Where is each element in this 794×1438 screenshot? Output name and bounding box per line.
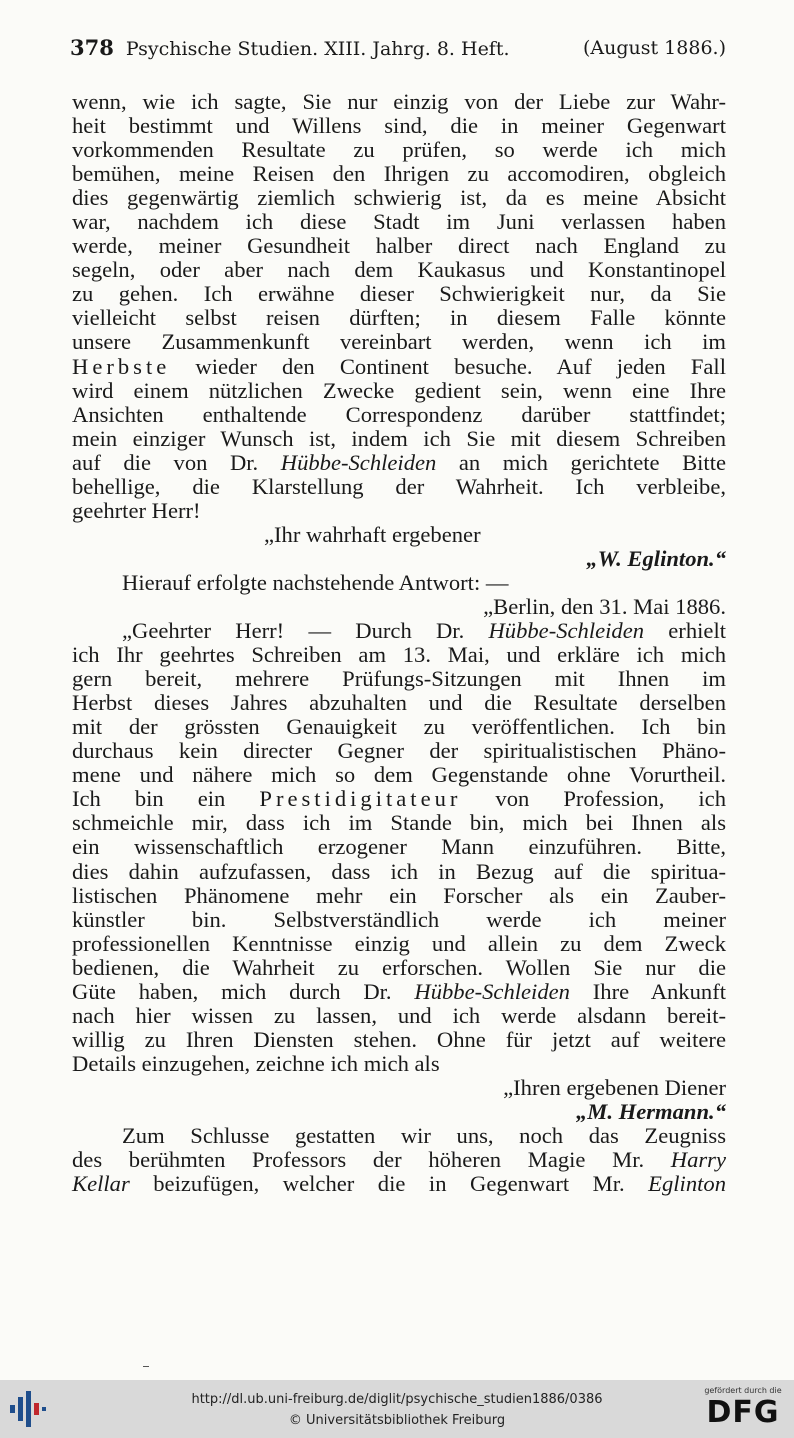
- text-segment: „W. Eglinton.“: [586, 545, 726, 571]
- text-segment: heit bestimmt und Willens sind, die in meiner Gegenwart: [72, 113, 726, 139]
- source-url-link[interactable]: http://dl.ub.uni-freiburg.de/diglit/psychische_studien1886/0386: [191, 1392, 603, 1407]
- text-line: [72, 523, 726, 547]
- text-line: [72, 547, 726, 571]
- text-line: [72, 475, 726, 499]
- text-line: [72, 884, 726, 908]
- text-line: [72, 451, 726, 475]
- text-line: [72, 787, 726, 811]
- copyright-notice: © Universitätsbibliothek Freiburg: [288, 1413, 506, 1428]
- text-line: [72, 90, 726, 114]
- journal-title: Psychische Studien. XIII. Jahrg. 8. Heft.: [125, 38, 510, 60]
- text-line: [72, 1028, 726, 1052]
- text-line: [72, 330, 726, 354]
- footer-bar: [0, 1380, 794, 1438]
- text-segment: Zum Schlusse gestatten wir uns, noch das Zeugniss: [122, 1123, 726, 1149]
- text-segment: werde, meiner Gesundheit halber direct nach England zu: [72, 233, 726, 259]
- text-segment: Details einzugehen, zeichne ich mich als: [72, 1050, 440, 1076]
- text-line: [72, 1052, 726, 1076]
- text-line: [72, 138, 726, 162]
- text-segment: wird einem nützlichen Zwecke gedient sein, wenn eine Ihre: [72, 377, 726, 403]
- text-segment: „Geehrter Herr! — Durch Dr.: [122, 618, 489, 644]
- text-line: [72, 114, 726, 138]
- text-segment: Herbst dieses Jahres abzuhalten und die Resultate derselben: [72, 690, 726, 716]
- text-segment: Ich bin ein: [72, 786, 260, 812]
- text-segment: bedienen, die Wahrheit zu erforschen. Wollen Sie nur die: [72, 954, 726, 980]
- text-segment: Ihre Ankunft: [569, 978, 726, 1004]
- text-segment: Harry: [670, 1147, 726, 1173]
- text-segment: Prestidigitateur: [259, 786, 462, 812]
- text-line: [72, 1076, 726, 1100]
- dfg-logo: [700, 1386, 786, 1434]
- text-segment: gern bereit, mehrere Prüfungs-Sitzungen mit Ihnen im: [72, 666, 726, 692]
- text-segment: „Ihren ergebenen Diener: [503, 1074, 726, 1100]
- text-segment: Hübbe-Schleiden: [488, 618, 645, 644]
- text-segment: professionellen Kenntnisse einzig und allein zu dem Zweck: [72, 930, 726, 956]
- text-segment: bemühen, meine Reisen den Ihrigen zu accomodiren, obgleich: [72, 161, 726, 187]
- text-segment: behellige, die Klarstellung der Wahrheit. Ich verbleibe,: [72, 473, 726, 499]
- text-segment: durchaus kein directer Gegner der spiritualistischen Phäno-: [72, 738, 726, 764]
- text-segment: mene und nähere mich so dem Gegenstande ohne Vorurtheil.: [72, 762, 726, 788]
- text-line: [72, 956, 726, 980]
- text-segment: schmeichle mir, dass ich im Stande bin, mich bei Ihnen als: [72, 810, 726, 836]
- text-segment: mein einziger Wunsch ist, indem ich Sie mit diesem Schreiben: [72, 425, 726, 451]
- text-segment: auf die von Dr.: [72, 449, 281, 475]
- text-segment: „Ihr wahrhaft ergebener: [264, 521, 481, 547]
- text-segment: Herbste: [72, 353, 171, 379]
- text-segment: vorkommenden Resultate zu prüfen, so werde ich mich: [72, 137, 726, 163]
- text-line: [72, 427, 726, 451]
- text-line: [72, 932, 726, 956]
- issue-date: (August 1886.): [582, 37, 726, 59]
- text-line: [72, 186, 726, 210]
- text-segment: des berühmten Professors der höheren Magie Mr.: [72, 1147, 671, 1173]
- text-segment: beizufügen, welcher die in Gegenwart Mr.: [129, 1171, 649, 1197]
- text-line: [72, 499, 726, 523]
- text-line: [72, 643, 726, 667]
- text-line: [72, 667, 726, 691]
- text-segment: Hübbe-Schleiden: [414, 978, 570, 1004]
- page-mark: [143, 1366, 149, 1367]
- text-line: [72, 258, 726, 282]
- text-line: [72, 1100, 726, 1124]
- text-line: [72, 403, 726, 427]
- text-segment: geehrter Herr!: [72, 497, 201, 523]
- text-segment: künstler bin. Selbstverständlich werde ich meiner: [72, 906, 726, 932]
- text-line: [72, 234, 726, 258]
- text-line: [72, 1124, 726, 1148]
- text-line: [72, 739, 726, 763]
- text-segment: willig zu Ihren Diensten stehen. Ohne für jetzt auf weitere: [72, 1026, 726, 1052]
- text-segment: wieder den Continent besuche. Auf jeden Fall: [170, 353, 726, 379]
- text-line: [72, 306, 726, 330]
- text-line: [72, 595, 726, 619]
- text-line: [72, 835, 726, 859]
- text-line: [72, 379, 726, 403]
- text-segment: von Profession, ich: [461, 786, 726, 812]
- text-segment: wenn, wie ich sagte, Sie nur einzig von der Liebe zur Wahr-: [72, 89, 726, 114]
- text-line: [72, 691, 726, 715]
- text-segment: unsere Zusammenkunft vereinbart werden, wenn ich im: [72, 329, 726, 355]
- text-segment: mit der grössten Genauigkeit zu veröffentlichen. Ich bin: [72, 714, 726, 740]
- text-segment: nach hier wissen zu lassen, und ich werde alsdann bereit-: [72, 1002, 726, 1028]
- text-line: [72, 980, 726, 1004]
- text-segment: war, nachdem ich diese Stadt im Juni verlassen haben: [72, 209, 726, 235]
- text-segment: Güte haben, mich durch Dr.: [72, 978, 415, 1004]
- text-segment: „M. Hermann.“: [575, 1098, 726, 1124]
- text-segment: vielleicht selbst reisen dürften; in diesem Falle könnte: [72, 305, 726, 331]
- text-line: [72, 715, 726, 739]
- body-text: [72, 90, 726, 1196]
- text-segment: an mich gerichtete Bitte: [436, 449, 726, 475]
- text-line: [72, 355, 726, 379]
- text-line: [72, 162, 726, 186]
- text-segment: dies dahin aufzufassen, dass ich in Bezug auf die spiritua-: [72, 858, 726, 884]
- text-segment: Eglinton: [648, 1171, 726, 1197]
- text-segment: ein wissenschaftlich erzogener Mann einzuführen. Bitte,: [72, 834, 726, 860]
- text-segment: ich Ihr geehrtes Schreiben am 13. Mai, und erkläre ich mich: [72, 642, 726, 668]
- text-line: [72, 619, 726, 643]
- text-line: [72, 811, 726, 835]
- text-segment: dies gegenwärtig ziemlich schwierig ist, da es meine Absicht: [72, 185, 726, 211]
- text-segment: „Berlin, den 31. Mai 1886.: [483, 593, 726, 619]
- dfg-wordmark: DFG: [706, 1395, 780, 1430]
- text-line: [72, 1004, 726, 1028]
- text-segment: Hübbe-Schleiden: [280, 449, 437, 475]
- text-line: [72, 571, 726, 595]
- dfg-caption: gefördert durch die: [704, 1386, 782, 1395]
- page-number: 378: [70, 35, 114, 60]
- text-segment: Kellar: [72, 1171, 130, 1197]
- text-line: [72, 210, 726, 234]
- text-segment: segeln, oder aber nach dem Kaukasus und Konstantinopel: [72, 257, 726, 283]
- text-segment: listischen Phänomene mehr ein Forscher als ein Zauber-: [72, 882, 726, 908]
- text-segment: zu gehen. Ich erwähne dieser Schwierigkeit nur, da Sie: [72, 281, 726, 307]
- running-header: [70, 34, 726, 63]
- text-line: [72, 1148, 726, 1172]
- text-segment: Hierauf erfolgte nachstehende Antwort: —: [122, 569, 509, 595]
- text-line: [72, 763, 726, 787]
- text-line: [72, 282, 726, 306]
- text-line: [72, 860, 726, 884]
- text-segment: erhielt: [644, 618, 726, 644]
- text-line: [72, 908, 726, 932]
- text-segment: Ansichten enthaltende Correspondenz darüber stattfindet;: [72, 401, 726, 427]
- text-line: [72, 1172, 726, 1196]
